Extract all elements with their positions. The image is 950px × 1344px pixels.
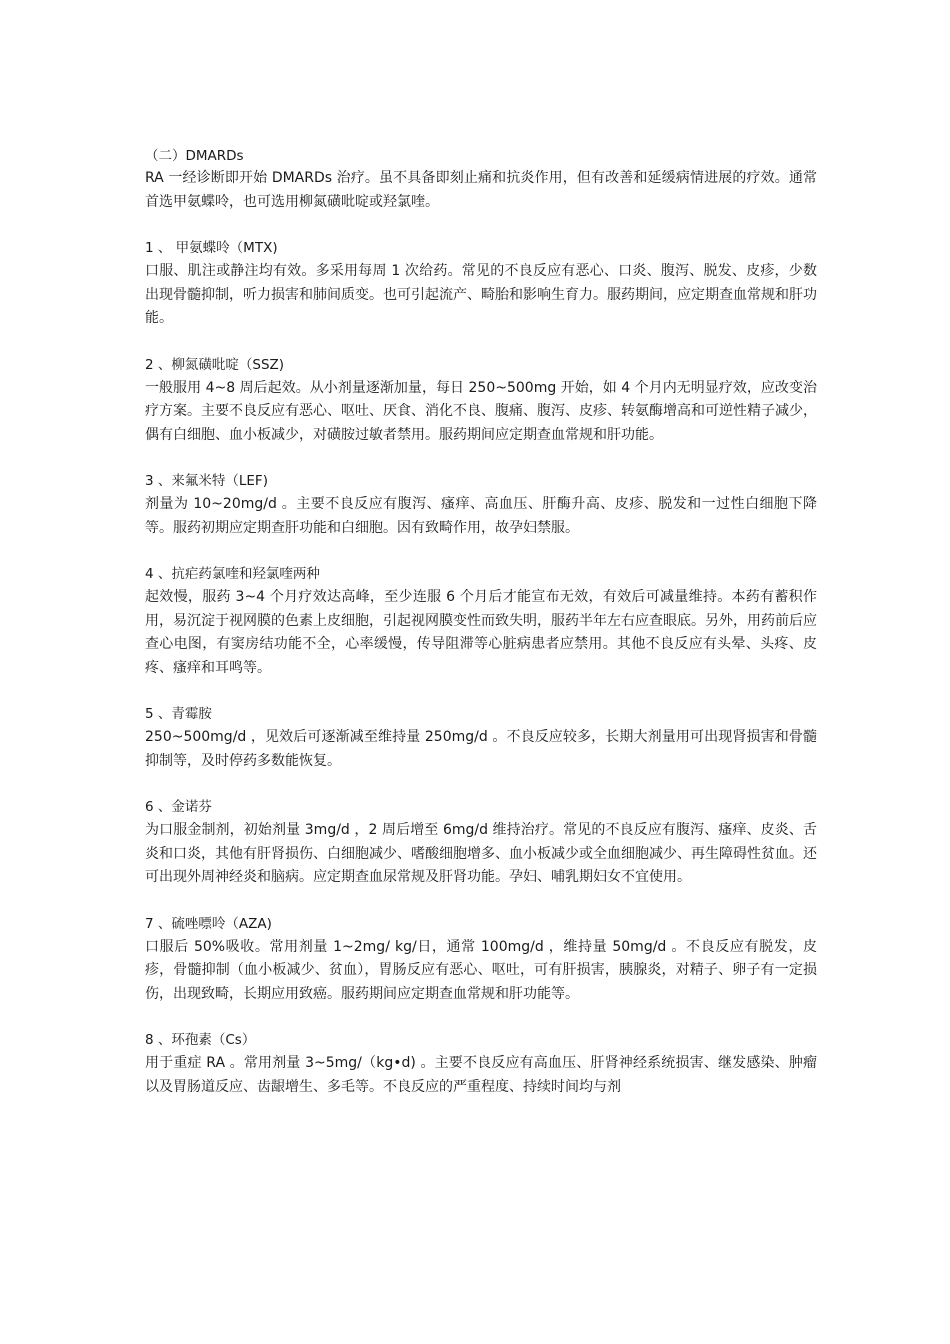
section-text: 用于重症 RA 。常用剂量 3~5mg/（kg•d) 。主要不良反应有高血压、肝肾神经系统损害、继发感染、肿瘤以及胃肠道反应、齿龈增生、多毛等。不良反应的严重程度、持续时间均与剂 [145,1055,817,1095]
section-heading: 2 、柳氮磺吡啶（SSZ) [145,356,285,373]
section-text: 起效慢，服药 3~4 个月疗效达高峰，至少连服 6 个月后才能宣布无效，有效后可减量维持。本药有蓄积作用，易沉淀于视网膜的色素上皮细胞，引起视网膜变性而致失明，服药半年左右应查眼底。另外，用药前后应查心电图，有窦房结功能不全，心率缓慢，传导阻滞等心脏病患者应禁用。其他不良反应有头晕、头疼、皮疼、瘙痒和耳鸣等。 [145,589,817,676]
section-antimalarial [145,563,817,680]
section-penicillamine [145,703,817,773]
section-text: 一般服用 4~8 周后起效。从小剂量逐渐加量，每日 250~500mg 开始，如 4 个月内无明显疗效，应改变治疗方案。主要不良反应有恶心、呕吐、厌食、消化不良、腹痛、腹泻、皮疹、转氨酶增高和可逆性精子减少，偶有白细胞、血小板减少，对磺胺过敏者禁用。服药期间应定期查血常规和肝功能。 [145,379,817,443]
section-heading: 4 、抗疟药氯喹和羟氯喹两种 [145,566,320,582]
document-page [145,145,817,1099]
section-heading: 6 、金诺芬 [145,799,212,815]
intro-paragraph: RA 一经诊断即开始 DMARDs 治疗。虽不具备即刻止痛和抗炎作用，但有改善和延缓病情进展的疗效。通常首选甲氨蝶呤，也可选用柳氮磺吡啶或羟氯喹。 [145,170,817,210]
section-heading: 3 、来氟米特（LEF) [145,473,268,489]
section-lef [145,470,817,540]
section-text: 口服、肌注或静注均有效。多采用每周 1 次给药。常见的不良反应有恶心、口炎、腹泻、脱发、皮疹，少数出现骨髓抑制，听力损害和肺间质变。也可引起流产、畸胎和影响生育力。服药期间，应定期查血常规和肝功能。 [145,263,817,326]
section-heading: 7 、硫唑嘌呤（AZA) [145,915,272,932]
section-auranofin [145,796,817,890]
section-text: 为口服金制剂，初始剂量 3mg/d ，2 周后增至 6mg/d 维持治疗。常见的不良反应有腹泻、瘙痒、皮炎、舌炎和口炎，其他有肝肾损伤、白细胞减少、嗜酸细胞增多、血小板减少或全血细胞减少、再生障碍性贫血。还可出现外周神经炎和脑病。应定期查血尿常规及肝肾功能。孕妇、哺乳期妇女不宜使用。 [145,822,817,885]
section-heading: 1 、 甲氨蝶呤（MTX) [145,240,278,256]
document-title: （二）DMARDs [145,148,244,164]
section-text: 剂量为 10~20mg/d 。主要不良反应有腹泻、瘙痒、高血压、肝酶升高、皮疹、脱发和一过性白细胞下降等。服药初期应定期查肝功能和白细胞。因有致畸作用，故孕妇禁服。 [145,496,817,536]
section-mtx [145,237,817,331]
section-ssz [145,354,817,448]
section-aza [145,913,817,1007]
section-cs [145,1029,817,1099]
section-heading: 8 、环孢素（Cs） [145,1032,256,1048]
section-text: 口服后 50%吸收。常用剂量 1~2mg/ kg/日，通常 100mg/d ，维持量 50mg/d 。不良反应有脱发，皮疹，骨髓抑制（血小板减少、贫血），胃肠反应有恶心、呕吐，可有肝损害，胰腺炎，对精子、卵子有一定损伤，出现致畸，长期应用致癌。服药期间应定期查血常规和肝功能等。 [145,938,817,1002]
section-heading: 5 、青霉胺 [145,706,212,722]
section-text: 250~500mg/d ，见效后可逐渐减至维持量 250mg/d 。不良反应较多，长期大剂量用可出现肾损害和骨髓抑制等，及时停药多数能恢复。 [145,729,817,769]
